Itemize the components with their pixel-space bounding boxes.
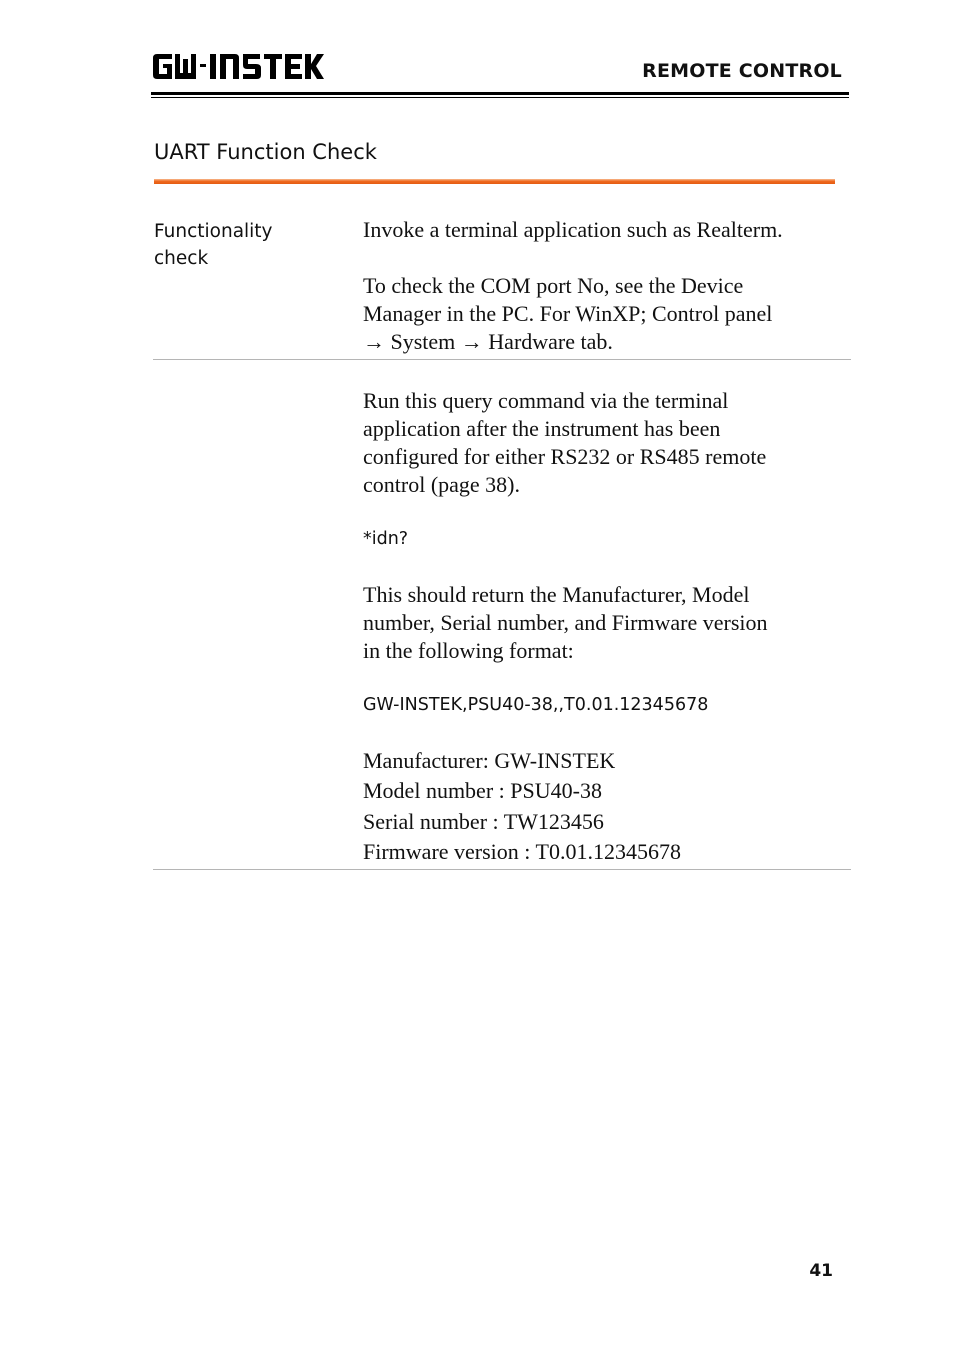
header-rule-thin [151, 97, 849, 98]
title-underline [154, 179, 835, 184]
row1-paragraph-2-line-2: Manager in the PC. For WinXP; Control panel [363, 301, 773, 326]
row2-paragraph-1-line-3: configured for either RS232 or RS485 remote [363, 444, 767, 469]
page-title: UART Function Check [154, 140, 377, 164]
row1-paragraph-2-line-3: → System → Hardware tab. [363, 329, 613, 354]
row2-paragraph-2-line-3: in the following format: [363, 638, 574, 663]
row2-paragraph-1-line-4: control (page 38). [363, 472, 520, 497]
row2-paragraph-2-line-1: This should return the Manufacturer, Model [363, 582, 750, 607]
model-number-line: Model number : PSU40-38 [363, 778, 602, 803]
row2-paragraph-1-line-2: application after the instrument has been [363, 416, 721, 441]
header-rule-thick [151, 92, 849, 95]
row2-paragraph-2-line-2: number, Serial number, and Firmware version [363, 610, 768, 635]
row1-paragraph-1: Invoke a terminal application such as Realterm. [363, 217, 783, 242]
gw-instek-logo-graphic [153, 54, 325, 84]
row-divider-2 [153, 869, 851, 870]
row2-paragraph-1-line-1: Run this query command via the terminal [363, 388, 729, 413]
gw-instek-logo [153, 54, 325, 84]
row-divider-1 [153, 359, 851, 360]
page-number: 41 [809, 1261, 833, 1281]
serial-number-line: Serial number : TW123456 [363, 809, 604, 834]
row-label-functionality-check: Functionality check [154, 221, 273, 269]
firmware-version-line: Firmware version : T0.01.12345678 [363, 839, 681, 864]
section-name: REMOTE CONTROL [642, 60, 842, 82]
manufacturer-line: Manufacturer: GW-INSTEK [363, 748, 616, 773]
query-command: *idn? [363, 529, 409, 549]
row1-paragraph-2-line-1: To check the COM port No, see the Device [363, 273, 744, 298]
query-response: GW-INSTEK,PSU40-38,,T0.01.12345678 [363, 695, 709, 715]
